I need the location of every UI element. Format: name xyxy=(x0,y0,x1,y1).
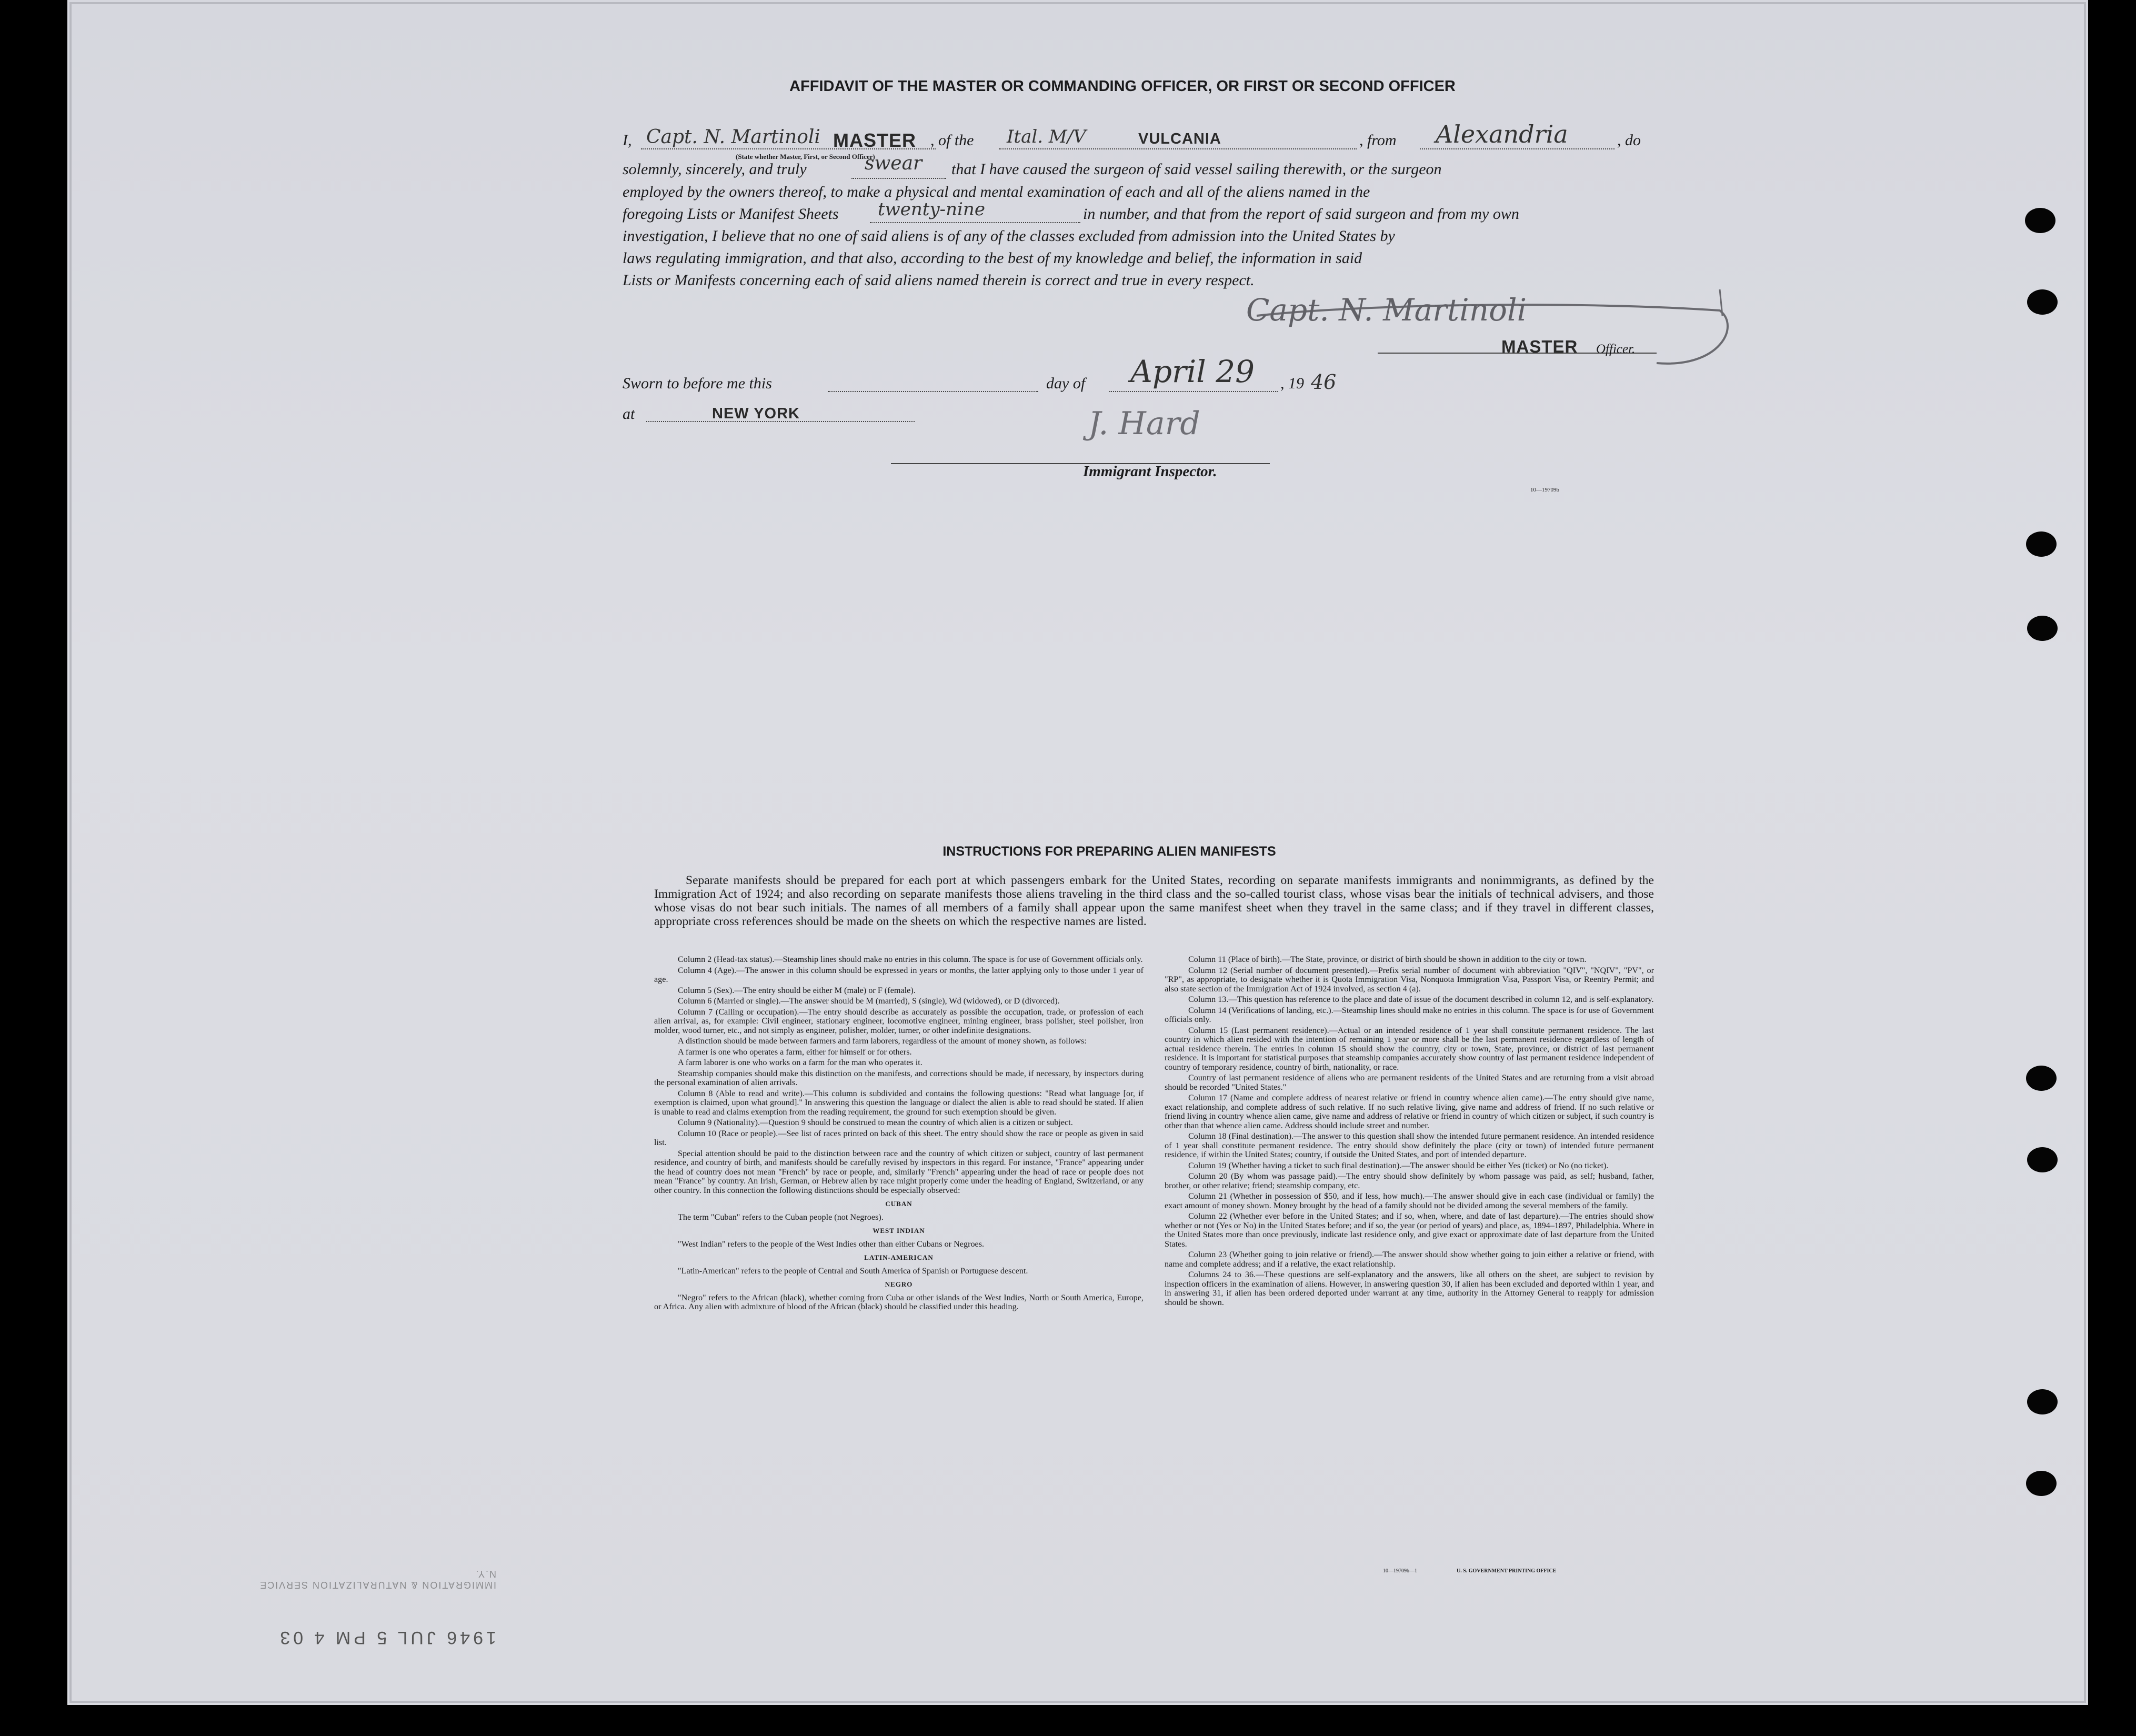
sworn-place-stamp: NEW YORK xyxy=(712,405,800,422)
right-para-col17: Column 17 (Name and complete address of nearest relative or friend in country whence alien came).—The entry should give name, exact relationship, and complete address of such relative. If no such relative living, give name and address of friend. If no such relative or friend living in country whence alien came, give name and address of relative or friend in country of which citizen or subject, if such country is other than that whence alien came. Address should include street and number. xyxy=(1165,1093,1654,1130)
cuban-definition: The term "Cuban" refers to the Cuban people (not Negroes). xyxy=(678,1212,884,1222)
instructions-right-column xyxy=(1165,955,1654,1309)
receipt-stamp xyxy=(202,1568,496,1648)
left-para-col7: Column 7 (Calling or occupation).—The entry should describe as accurately as possible the occupation, trade, or profession of each alien arrival, as, for example: Civil engineer, stationary engineer, locomotive engineer, mining engineer, brass polisher, steel polisher, iron molder, wood turner, etc., and not simply as engineer, polisher, molder, turner, or other indefinite designations. xyxy=(654,1007,1144,1035)
affidavit-line2-rest: that I have caused the surgeon of said vessel sailing therewith, or the surgeon xyxy=(951,160,1442,178)
right-para-col11: Column 11 (Place of birth).—The State, province, or district of birth should be shown in addition to the city or town. xyxy=(1188,955,1587,964)
binder-hole xyxy=(2025,208,2055,233)
instructions-form-number: 10—19709b—1 xyxy=(1383,1568,1417,1574)
receipt-stamp-place: N.Y. xyxy=(475,1569,496,1579)
left-para-col2: Column 2 (Head-tax status).—Steamship lines should make no entries in this column. The space is for use of Government officials only. xyxy=(678,955,1143,964)
latin-american-heading: LATIN-AMERICAN xyxy=(864,1253,934,1261)
instructions-intro xyxy=(654,874,1654,928)
latin-american-definition: "Latin-American" refers to the people of Central and South America of Spanish or Portuguese descent. xyxy=(678,1266,1028,1276)
affidavit-line1-do: , do xyxy=(1617,132,1641,149)
officer-label: Officer. xyxy=(1596,342,1636,356)
right-para-col12: Column 12 (Serial number of document presented).—Prefix serial number of document with abbreviation "QIV", "NQIV", "PV", or "RP", as appropriate, to designate whether it is Quota Immigration Visa, Nonquota Immigration Visa, Passport Visa, or Reentry Permit; and also state section of the Immigration Act of 1924 involved, as section 4 (a). xyxy=(1165,965,1654,994)
right-para-col13: Column 13.—This question has reference to the place and date of issue of the document described in column 12, and is self-explanatory. xyxy=(1188,995,1654,1004)
sworn-year-handwriting: 46 xyxy=(1311,370,1337,394)
left-para-col10: Column 10 (Race or people).—See list of races printed on back of this sheet. The entry should show the race or people as given in said list. xyxy=(654,1128,1144,1147)
affidavit-line1-i: I, xyxy=(623,132,632,149)
port-field-line xyxy=(1420,148,1614,149)
master-rank-stamp: MASTER xyxy=(833,129,916,151)
sheets-field-line xyxy=(870,222,1080,223)
right-para-col19: Column 19 (Whether having a ticket to such final destination).—The answer should be either Yes (ticket) or No (no ticket). xyxy=(1188,1160,1609,1170)
binder-hole xyxy=(2027,1389,2058,1414)
right-para-col22: Column 22 (Whether ever before in the United States; and if so, when, where, and date of last departure).—The entries should show whether or not (Yes or No) in the United States before; and if so, the year (or period of years) and place, as, 1894–1897, Philadelphia. Where in the United States more than once previously, indicate last residence only, and give exact or approximate date of last departure from the United States. xyxy=(1165,1211,1654,1249)
binder-hole xyxy=(2026,531,2057,557)
oath-field-line xyxy=(851,178,946,179)
receipt-stamp-date: 1946 JUL 5 PM 4 03 xyxy=(277,1628,496,1648)
vessel-name-stamp: VULCANIA xyxy=(1138,131,1221,147)
left-para-col6: Column 6 (Married or single).—The answer should be M (married), S (single), Wd (widowed), or D (divorced). xyxy=(678,996,1060,1006)
left-para-col8: Column 8 (Able to read and write).—This column is subdivided and contains the following questions: "Read what language [or, if exemption is claimed, upon what ground]." In answering this question the language or dialect the alien is able to read should be stated. If alien is unable to read and claims exemption from the reading requirement, the ground for such exemption should be given. xyxy=(654,1088,1144,1117)
intro-paragraph: Separate manifests should be prepared for each port at which passengers embark for the United States, recording on separate manifests immigrants and nonimmigrants, as defined by the Immigration Act of 1924; and also recording on separate manifests those aliens traveling in the third class and the so-called tourist class, whose visas bear the initials of technical advisers, and those whose visas do not bear such initials. The names of all members of a family shall appear upon the same manifest sheet when they travel in the same class; and if they travel in different classes, appropriate cross references should be made on the sheets on which the respective names are listed. xyxy=(654,874,1654,928)
affidavit-line1-from: , from xyxy=(1359,132,1397,149)
negro-heading: NEGRO xyxy=(885,1280,913,1288)
left-para-farmer: A farmer is one who operates a farm, either for himself or for others. xyxy=(678,1047,912,1057)
affidavit-title: AFFIDAVIT OF THE MASTER OR COMMANDING OFFICER, OR FIRST OR SECOND OFFICER xyxy=(789,78,1456,95)
binder-hole xyxy=(2027,1147,2058,1172)
sworn-day-line xyxy=(828,391,1038,392)
left-para-col9: Column 9 (Nationality).—Question 9 should be construed to mean the country of which alien is a citizen or subject. xyxy=(678,1118,1073,1127)
affidavit-line1-of-the: , of the xyxy=(930,132,974,149)
receipt-stamp-office: IMMIGRATION & NATURALIZATION SERVICE xyxy=(259,1580,496,1590)
signature-title-stamp: MASTER xyxy=(1501,337,1578,356)
sworn-month-line xyxy=(1109,391,1278,392)
affidavit-line2-start: solemnly, sincerely, and truly xyxy=(623,160,807,178)
right-para-col21: Column 21 (Whether in possession of $50, and if less, how much).—The answer should give in each case (individual or family) the exact amount of money shown. Money brought by the head of a family should not be divided among the several members of the family. xyxy=(1165,1191,1654,1210)
affidavit-line5: investigation, I believe that no one of said aliens is of any of the classes excluded from admission into the United States by xyxy=(623,227,1395,245)
right-para-col20: Column 20 (By whom was passage paid).—The entry should show definitely by whom passage was paid, as self; husband, father, brother, or other relative; friend; steamship company, etc. xyxy=(1165,1171,1654,1190)
affidavit-line6: laws regulating immigration, and that also, according to the best of my knowledge and belief, the information in said xyxy=(623,249,1362,267)
right-para-col24-36: Columns 24 to 36.—These questions are self-explanatory and the answers, like all others on the sheet, are subject to revision by inspection officers in the examination of aliens. However, in answering question 30, if alien has been excluded and deported within 1 year, and in answering 31, if alien has been ordered deported under warrant at any time, authority in the Attorney General to reapply for admission should be shown. xyxy=(1165,1270,1654,1307)
affidavit-line3: employed by the owners thereof, to make a physical and mental examination of each and all of the aliens named in the xyxy=(623,183,1370,200)
sheets-count-handwriting: twenty-nine xyxy=(878,199,985,220)
manifest-sheet xyxy=(67,0,2088,1705)
binder-hole xyxy=(2026,1471,2057,1496)
left-para-steamship: Steamship companies should make this distinction on the manifests, and corrections should be made, if necessary, by inspectors during the personal examination of alien arrivals. xyxy=(654,1068,1144,1087)
cuban-heading: CUBAN xyxy=(885,1200,912,1208)
affidavit-form-number: 10—19709b xyxy=(1530,487,1559,493)
instructions-left-column xyxy=(654,955,1144,1313)
binder-hole xyxy=(2026,1066,2057,1091)
right-para-col18: Column 18 (Final destination).—The answer to this question shall show the intended future permanent residence. An intended residence of 1 year shall constitute permanent residence. The entry should show definitely the place (city or town) of intended future permanent residence, if within the United States; country, if outside the United States, and port of intended departure. xyxy=(1165,1131,1654,1159)
affidavit-line7: Lists or Manifests concerning each of said aliens named therein is correct and true in every respect. xyxy=(623,272,1255,289)
vessel-field-line xyxy=(999,148,1357,149)
sworn-at: at xyxy=(623,405,635,423)
negro-definition: "Negro" refers to the African (black), whether coming from Cuba or other islands of the West Indies, North or South America, Europe, or Africa. Any alien with admixture of blood of the African (black) should be classified under this heading. xyxy=(654,1292,1144,1311)
left-para-col4: Column 4 (Age).—The answer in this column should be expressed in years or months, the latter applying only to those under 1 year of age. xyxy=(654,965,1144,984)
inspector-signature: J. Hard xyxy=(1088,405,1200,442)
left-para-special: Special attention should be paid to the distinction between race and the country of which citizen or subject, country of last permanent residence, and country of birth, and manifests should be carefully revised by inspectors in this regard. For instance, "France" appearing under the head of country does not mean "French" by race or people, and, similarly "French" appearing under the head of race or people does not mean "France" by country. An Irish, German, or Hebrew alien by race might properly come under the heading of England, Switzerland, or any other country. In this connection the following distinctions should be especially observed: xyxy=(654,1148,1144,1195)
affidavit-line4-start: foregoing Lists or Manifest Sheets xyxy=(623,205,839,223)
right-para-col14: Column 14 (Verifications of landing, etc.).—Steamship lines should make no entries in this column. The space is for use of Government officials only. xyxy=(1165,1005,1654,1024)
sworn-year-prefix: , 19 xyxy=(1280,375,1304,392)
sworn-date-handwriting: April 29 xyxy=(1130,354,1255,389)
inspector-label: Immigrant Inspector. xyxy=(1083,463,1217,480)
right-para-country: Country of last permanent residence of aliens who are permanent residents of the United States and are returning from a visit abroad should be recorded "United States." xyxy=(1165,1073,1654,1092)
vessel-type-handwriting: Ital. M/V xyxy=(1007,126,1086,147)
sworn-day-of: day of xyxy=(1046,375,1086,392)
west-indian-heading: WEST INDIAN xyxy=(873,1227,925,1235)
binder-hole xyxy=(2027,289,2058,315)
west-indian-definition: "West Indian" refers to the people of the West Indies other than either Cubans or Negroes. xyxy=(678,1239,985,1249)
instructions-title: INSTRUCTIONS FOR PREPARING ALIEN MANIFESTS xyxy=(942,844,1276,859)
master-signature: Capt. N. Martinoli xyxy=(1246,292,1527,328)
master-name-handwriting: Capt. N. Martinoli xyxy=(646,126,820,148)
port-handwriting: Alexandria xyxy=(1436,120,1568,148)
affidavit-line4-rest: in number, and that from the report of said surgeon and from my own xyxy=(1083,205,1519,223)
binder-hole xyxy=(2027,616,2058,641)
right-para-col23: Column 23 (Whether going to join relative or friend).—The answer should show whether going to join either a relative or friend, with name and complete address; and if a relative, the exact relationship. xyxy=(1165,1250,1654,1269)
sworn-start: Sworn to before me this xyxy=(623,375,772,392)
left-para-col5: Column 5 (Sex).—The entry should be either M (male) or F (female). xyxy=(678,985,916,995)
left-para-distinction: A distinction should be made between farmers and farm laborers, regardless of the amount of money shown, as follows: xyxy=(678,1036,1087,1046)
rank-instruction-note: (State whether Master, First, or Second Officer) xyxy=(736,153,875,160)
right-para-col15: Column 15 (Last permanent residence).—Actual or an intended residence of 1 year shall constitute permanent residence. The last country in which alien resided with the intention of remaining 1 year or more shall be the last permanent residence regardless of length of actual residence therein. The entries in column 15 should show the country, city or town, State, province, or district of last permanent residence. It is important for statistical purposes that steamship companies accurately show country of last permanent residence independent of country of temporary residence, country of birth, nationality, or race. xyxy=(1165,1025,1654,1072)
oath-handwriting: swear xyxy=(865,153,922,174)
printer-imprint: U. S. GOVERNMENT PRINTING OFFICE xyxy=(1457,1568,1557,1574)
left-para-farm-laborer: A farm laborer is one who works on a farm for the man who operates it. xyxy=(678,1058,922,1067)
